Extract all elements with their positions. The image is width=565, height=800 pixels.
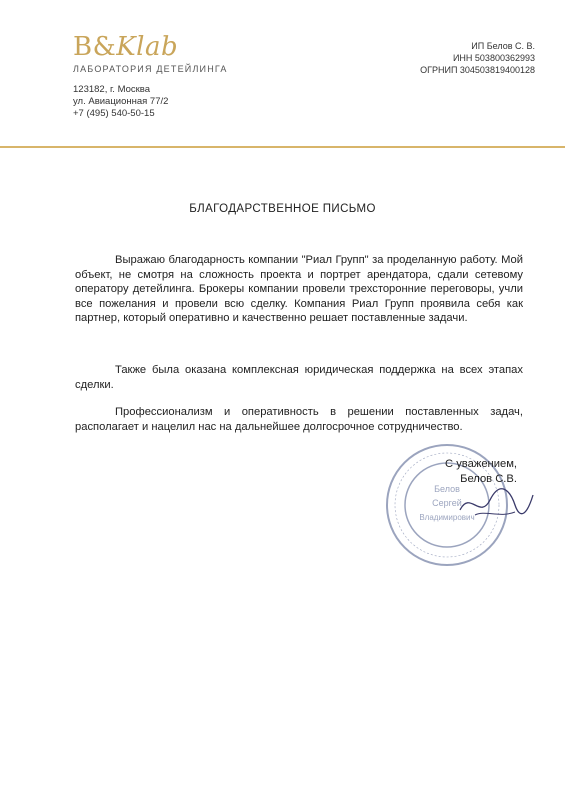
paragraph-2: Также была оказана комплексная юридическая поддержка на всех этапах сделки. <box>75 364 523 391</box>
letter-body-1 <box>75 253 523 326</box>
paragraph-3: Профессионализм и оперативность в решении поставленных задач, располагает и нацелил нас на дальнейшее долгосрочное сотрудничество. <box>75 406 523 433</box>
logo-text-b: Klab <box>116 32 179 62</box>
logo-mark <box>73 34 233 60</box>
address-line-2: ул. Авиационная 77/2 <box>73 96 169 107</box>
signature-block <box>445 457 517 486</box>
requisite-inn: ИНН 503800362993 <box>452 53 535 63</box>
logo-text-a: B& <box>73 32 117 62</box>
letter-body-2 <box>75 363 523 392</box>
stamp-line-3: Владимирович <box>419 513 475 522</box>
address-phone: +7 (495) 540-50-15 <box>73 108 155 119</box>
closing-phrase: С уважением, <box>445 458 517 470</box>
company-logo <box>73 34 233 74</box>
header-divider <box>0 146 565 148</box>
address-line-1: 123182, г. Москва <box>73 84 150 95</box>
letter-body-3 <box>75 405 523 434</box>
logo-subtitle: ЛАБОРАТОРИЯ ДЕТЕЙЛИНГА <box>73 64 228 74</box>
requisite-ogrnip: ОГРНИП 304503819400128 <box>420 65 535 75</box>
signer-name: Белов С.В. <box>460 472 517 485</box>
company-address <box>73 84 168 120</box>
letter-title: БЛАГОДАРСТВЕННОЕ ПИСЬМО <box>189 203 376 215</box>
paragraph-1: Выражаю благодарность компании "Риал Групп" за проделанную работу. Мой объект, не смотря на сложность проекта и портрет арендатора, сдали сетевому оператору детейлинга. Брокеры компании провели трехсторонние переговоры, учли все пожелания и провели всю сделку. Компания Риал Групп проявила себя как партнер, который оперативно и качественно решает поставленные задачи. <box>75 254 523 324</box>
stamp-line-2: Сергей <box>432 498 462 508</box>
company-requisites <box>420 40 535 76</box>
requisite-name: ИП Белов С. В. <box>471 41 535 51</box>
stamp-line-1: Белов <box>434 484 460 494</box>
